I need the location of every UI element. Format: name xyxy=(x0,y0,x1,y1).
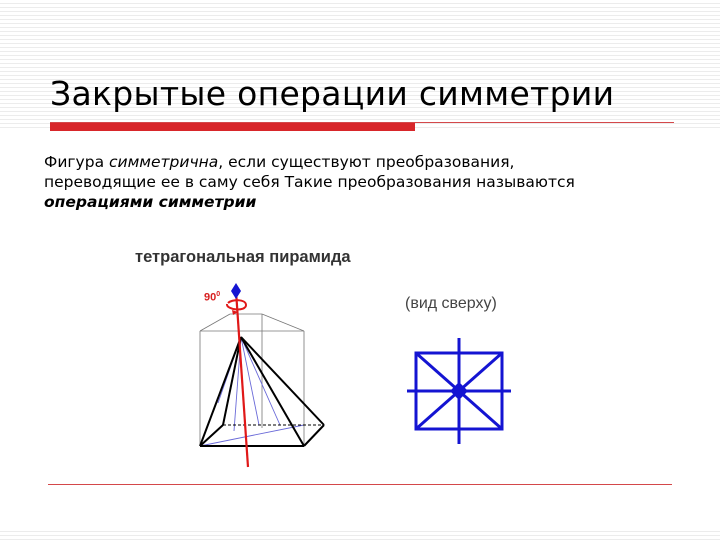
bounding-box-lines xyxy=(200,314,304,446)
pyramid-figure xyxy=(122,241,552,479)
term-symmetry-operations: операциями симметрии xyxy=(44,193,257,211)
footer-rule xyxy=(48,484,672,485)
pyramid-illustration xyxy=(122,241,552,479)
definition-line-3 xyxy=(44,192,694,212)
title-area xyxy=(0,0,720,122)
definition-text xyxy=(44,152,694,212)
top-view-diagram xyxy=(407,338,511,444)
top-view-label: (вид сверху) xyxy=(405,295,497,312)
definition-prefix: Фигура xyxy=(44,153,109,171)
mirror-plane-guides xyxy=(200,337,304,446)
definition-line-2: переводящие ее в саму себя Такие преобразования называются xyxy=(44,173,575,191)
rotation-angle-label xyxy=(204,291,220,304)
definition-line-1 xyxy=(44,152,694,172)
slide-title: Закрытые операции симметрии xyxy=(50,74,615,113)
rotation-angle-degree: 0 xyxy=(216,291,221,298)
rotation-angle-value: 90 xyxy=(204,291,217,304)
title-underline-accent xyxy=(50,123,415,131)
fourfold-axis-marker-icon xyxy=(231,283,241,299)
definition-suffix: , если существуют преобразования, xyxy=(218,153,515,171)
figure-title: тетрагональная пирамида xyxy=(135,248,351,266)
term-symmetric: симметрична xyxy=(109,153,219,171)
